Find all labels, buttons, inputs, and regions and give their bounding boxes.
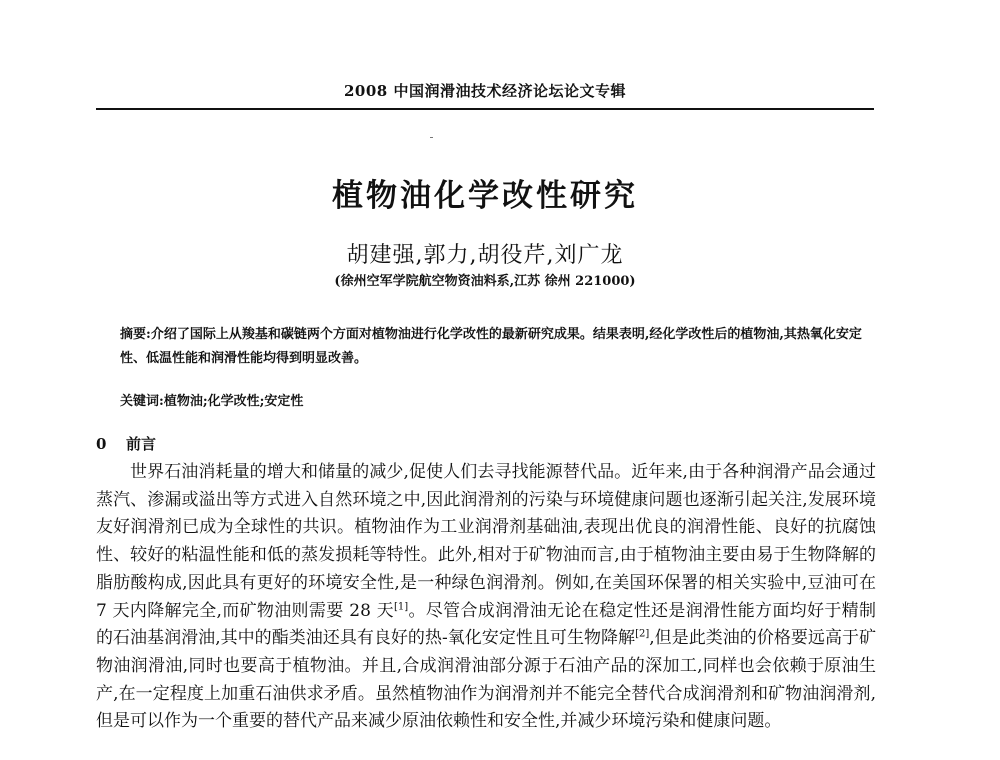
- body-part-2: 。尽管合成润滑油无论在稳定性还是润滑性能方面均好于精制的石油基润滑油,其中的酯类油还具有良好的热-氧化安定性且可生物降解: [96, 600, 876, 649]
- scan-speck: [430, 137, 433, 138]
- running-header: 2008 中国润滑油技术经济论坛论文专辑: [344, 82, 626, 100]
- keywords-label: 关键词:: [120, 394, 164, 409]
- body-text: [96, 459, 876, 736]
- abstract: [120, 323, 870, 371]
- citation-2: [2]: [635, 628, 650, 640]
- paper-title: 植物油化学改性研究: [332, 178, 638, 214]
- body-part-1: 世界石油消耗量的增大和储量的减少,促使人们去寻找能源替代品。近年来,由于各种润滑产品会通过蒸汽、渗漏或溢出等方式进入自然环境之中,因此润滑剂的污染与环境健康问题也逐渐引起关注,发展环境友好润滑剂已成为全球性的共识。植物油作为工业润滑剂基础油,表现出优良的润滑性能、良好的抗腐蚀性、较好的粘温性能和低的蒸发损耗等特性。此外,相对于矿物油而言,由于植物油主要由易于生物降解的脂肪酸构成,因此具有更好的环境安全性,是一种绿色润滑剂。例如,在美国环保署的相关实验中,豆油可在 7 天内降解完全,而矿物油则需要 28 天: [96, 462, 876, 621]
- section-title: 前言: [126, 435, 157, 453]
- citation-1: [1]: [393, 600, 409, 612]
- paper-affiliation: (徐州空军学院航空物资油料系,江苏 徐州 221000): [334, 274, 636, 289]
- paper-authors: 胡建强,郭力,胡役芹,刘广龙: [346, 243, 624, 268]
- abstract-text: 介绍了国际上从羧基和碳链两个方面对植物油进行化学改性的最新研究成果。结果表明,经化学改性后的植物油,其热氧化安定性、低温性能和润滑性能均得到明显改善。: [120, 327, 862, 366]
- body-part-3: ,但是此类油的价格要远高于矿物油润滑油,同时也要高于植物油。并且,合成润滑油部分源于石油产品的深加工,同样也会依赖于原油生产,在一定程度上加重石油供求矛盾。虽然植物油作为润滑剂并不能完全替代合成润滑剂和矿物油润滑剂,但是可以作为一个重要的替代产品来减少原油依赖性和安全性,并减少环境污染和健康问题。: [96, 628, 876, 732]
- keywords-text: 植物油;化学改性;安定性: [163, 394, 304, 409]
- section-heading: [96, 433, 156, 454]
- keywords: [120, 390, 870, 409]
- header-rule: [96, 108, 874, 110]
- abstract-label: 摘要:: [120, 327, 151, 342]
- section-number: 0: [96, 435, 107, 453]
